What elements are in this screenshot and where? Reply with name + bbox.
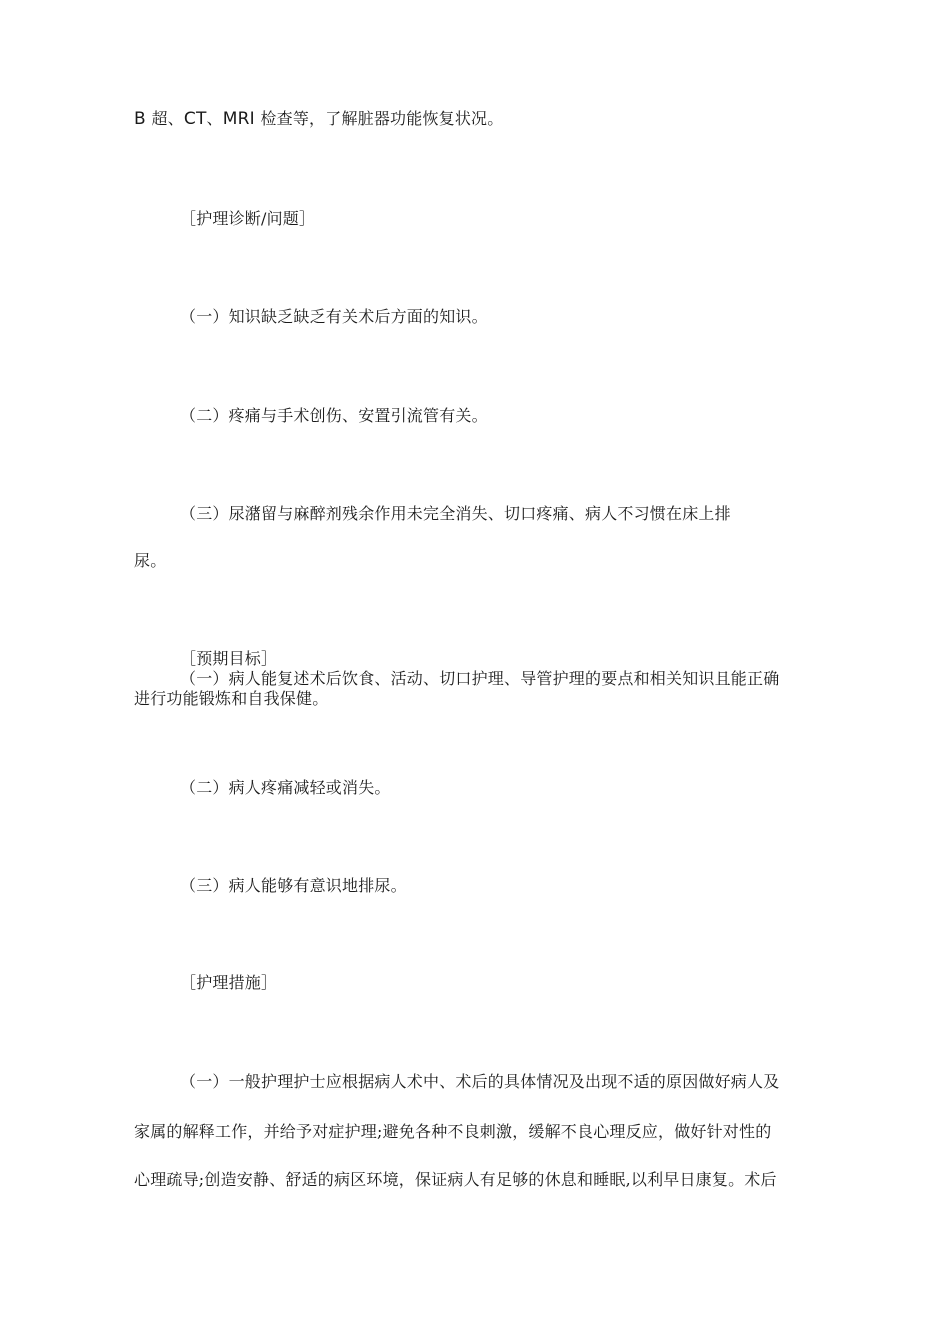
text-comma: 、	[206, 109, 223, 128]
goal-item-3: （三）病人能够有意识地排尿。	[180, 876, 407, 895]
diagnosis-item-3-line-2: 尿。	[134, 551, 167, 570]
measure-item-1-line-2: 家属的解释工作，并给予对症护理;避免各种不良刺激，缓解不良心理反应，做好针对性的	[134, 1122, 772, 1141]
diagnosis-item-1: （一）知识缺乏缺乏有关术后方面的知识。	[180, 307, 488, 326]
goal-item-1-line-2: 进行功能锻炼和自我保健。	[134, 689, 329, 708]
heading-diagnosis: ［护理诊断/问题］	[180, 209, 316, 228]
heading-goals: ［预期目标］	[180, 649, 278, 668]
heading-measures: ［护理措施］	[180, 973, 278, 992]
goal-item-2: （二）病人疼痛减轻或消失。	[180, 778, 391, 797]
text-chao: 超、	[151, 109, 184, 128]
text-exam-rest: 检查等，了解脏器功能恢复状况。	[260, 109, 504, 128]
measure-item-1-line-1: （一）一般护理护士应根据病人术中、术后的具体情况及出现不适的原因做好病人及	[180, 1072, 780, 1091]
text-mri: MRI	[222, 109, 255, 129]
measure-item-1-line-3: 心理疏导;创造安静、舒适的病区环境，保证病人有足够的休息和睡眠,以利早日康复。术后	[134, 1170, 777, 1189]
text-ct: CT	[183, 109, 207, 129]
goal-item-1-line-1: （一）病人能复述术后饮食、活动、切口护理、导管护理的要点和相关知识且能正确	[180, 669, 780, 688]
diagnosis-item-3-line-1: （三）尿潴留与麻醉剂残余作用未完全消失、切口疼痛、病人不习惯在床上排	[180, 504, 731, 523]
diagnosis-item-2: （二）疼痛与手术创伤、安置引流管有关。	[180, 406, 488, 425]
text-b: B	[134, 109, 146, 129]
exam-sentence	[134, 108, 503, 130]
